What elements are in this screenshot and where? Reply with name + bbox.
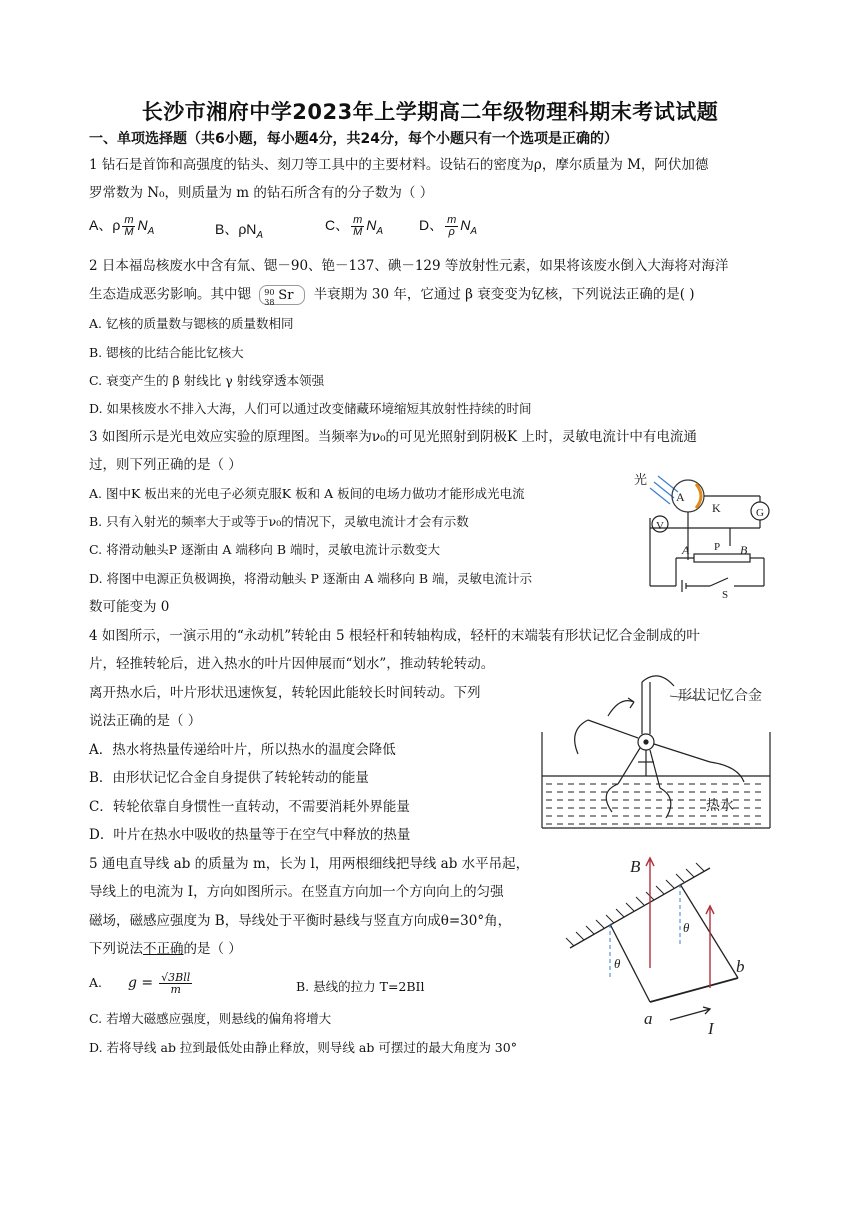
svg-text:光: 光 xyxy=(634,472,648,487)
q2-option-a: A. 钇核的质量数与锶核的质量数相同 xyxy=(89,316,294,331)
svg-text:a: a xyxy=(644,1009,653,1028)
q5-option-b: B. 悬线的拉力 T=2BIl xyxy=(296,979,425,994)
q4-stem-line4: 说法正确的是（ ） xyxy=(89,713,202,729)
svg-text:K: K xyxy=(712,501,721,515)
q1-stem-line1: 1 钻石是首饰和高强度的钻头、刻刀等工具中的主要材料。设钻石的密度为ρ，摩尔质量为 M，阿伏加德 xyxy=(89,157,709,173)
svg-text:S: S xyxy=(722,589,729,598)
q4-stem-line3: 离开热水后，叶片形状迅速恢复，转轮因此能较长时间转动。下列 xyxy=(89,685,481,701)
svg-text:P: P xyxy=(714,541,721,553)
svg-text:B: B xyxy=(630,857,641,876)
q3-option-d-line2: 数可能变为 0 xyxy=(89,599,170,615)
strontium-nuclide: 90 38 Sr xyxy=(259,285,305,305)
perpetual-motion-wheel-figure xyxy=(538,672,778,832)
q5-stem-line1: 5 通电直导线 ab 的质量为 m，长为 l，用两根细线把导线 ab 水平吊起， xyxy=(89,856,530,872)
photoelectric-circuit-figure xyxy=(630,468,775,598)
q3-option-a: A. 图中K 板出来的光电子必须克服K 板和 A 板间的电场力做功才能形成光电流 xyxy=(89,486,525,501)
q2-option-b: B. 锶核的比结合能比钇核大 xyxy=(89,345,244,360)
q5-stem-line2: 导线上的电流为 I，方向如图所示。在竖直方向加一个方向向上的匀强 xyxy=(89,884,504,900)
section-heading: 一、单项选择题（共6小题，每小题4分，共24分，每个小题只有一个选项是正确的） xyxy=(89,131,618,147)
q4-option-a: A．热水将热量传递给叶片，所以热水的温度会降低 xyxy=(89,742,396,758)
q5-stem-line3: 磁场，磁感应强度为 B，导线处于平衡时悬线与竖直方向成θ=30°角， xyxy=(89,913,512,929)
svg-text:形状记忆合金: 形状记忆合金 xyxy=(678,689,762,704)
q1-stem-line2: 罗常数为 N₀，则质量为 m 的钻石所含有的分子数为（ ） xyxy=(89,185,434,201)
svg-text:热水: 热水 xyxy=(706,799,734,814)
svg-text:G: G xyxy=(756,507,764,519)
q5-option-d: D. 若将导线 ab 拉到最低处由静止释放，则导线 ab 可摆过的最大角度为 30° xyxy=(89,1040,517,1055)
q3-stem-line2: 过，则下列正确的是（ ） xyxy=(89,457,242,473)
q2-option-d: D. 如果核废水不排入大海，人们可以通过改变储藏环境缩短其放射性持续的时间 xyxy=(89,401,532,416)
q3-option-c: C. 将滑动触头P 逐渐由 A 端移向 B 端时，灵敏电流计示数变大 xyxy=(89,542,441,557)
q4-stem-line1: 4 如图所示，一演示用的“永动机”转轮由 5 根轻杆和转轴构成，轻杆的末端装有形状记忆合金制成的叶 xyxy=(89,628,700,644)
q5-stem-line4: 下列说法不正确的是（ ） xyxy=(89,941,242,957)
svg-text:B: B xyxy=(740,543,748,557)
q3-option-d-line1: D. 将图中电源正负极调换，将滑动触头 P 逐渐由 A 端移向 B 端，灵敏电流计示 xyxy=(89,571,532,586)
svg-text:I: I xyxy=(708,1019,714,1036)
q1-option-c: C、 $\frac{m}{M}$ $N_A$ xyxy=(325,214,384,238)
q4-option-c: C．转轮依靠自身惯性一直转动，不需要消耗外界能量 xyxy=(89,799,410,815)
svg-text:A: A xyxy=(682,543,690,557)
q3-stem-line1: 3 如图所示是光电效应实验的原理图。当频率为ν₀的可见光照射到阴极K 上时，灵敏电流计中有电流通 xyxy=(89,429,697,445)
q2-option-c: C. 衰变产生的 β 射线比 γ 射线穿透本领强 xyxy=(89,373,325,388)
svg-text:V: V xyxy=(656,520,664,532)
q4-option-b: B．由形状记忆合金自身提供了转轮转动的能量 xyxy=(89,770,369,786)
svg-text:θ: θ xyxy=(614,956,621,971)
svg-text:θ: θ xyxy=(683,920,690,935)
q4-option-d: D．叶片在热水中吸收的热量等于在空气中释放的热量 xyxy=(89,827,411,843)
q1-option-d: D、 $\frac{m}{\rho}$ $N_A$ xyxy=(419,214,478,238)
q3-option-b: B. 只有入射光的频率大于或等于ν₀的情况下，灵敏电流计才会有示数 xyxy=(89,514,469,529)
q2-stem-line1: 2 日本福岛核废水中含有氚、锶－90、铯－137、碘－129 等放射性元素，如果将该废水倒入大海将对海洋 xyxy=(89,258,729,274)
q5-option-a: A. g = $\frac{\text{√3Bll}}{m}$ xyxy=(89,971,191,996)
svg-text:A: A xyxy=(676,490,685,504)
q4-stem-line2: 片，轻推转轮后，进入热水的叶片因伸展而“划水”，推动转轮转动。 xyxy=(89,656,495,672)
q2-stem-line2: 生态造成恶劣影响。其中锶 90 38 Sr 半衰期为 30 年，它通过 β 衰变变为钇核，下列说法正确的是( ) xyxy=(89,286,695,307)
q1-option-b: B、$\rho N_A$ xyxy=(215,221,264,241)
q5-option-c: C. 若增大磁感应强度，则悬线的偏角将增大 xyxy=(89,1011,332,1026)
current-wire-figure xyxy=(560,848,780,1036)
page-title: 长沙市湘府中学2023年上学期高二年级物理科期末考试试题 xyxy=(141,100,719,124)
svg-text:b: b xyxy=(736,957,745,976)
q1-option-a: A、ρ $\frac{m}{M}$ $N_A$ xyxy=(89,214,155,238)
